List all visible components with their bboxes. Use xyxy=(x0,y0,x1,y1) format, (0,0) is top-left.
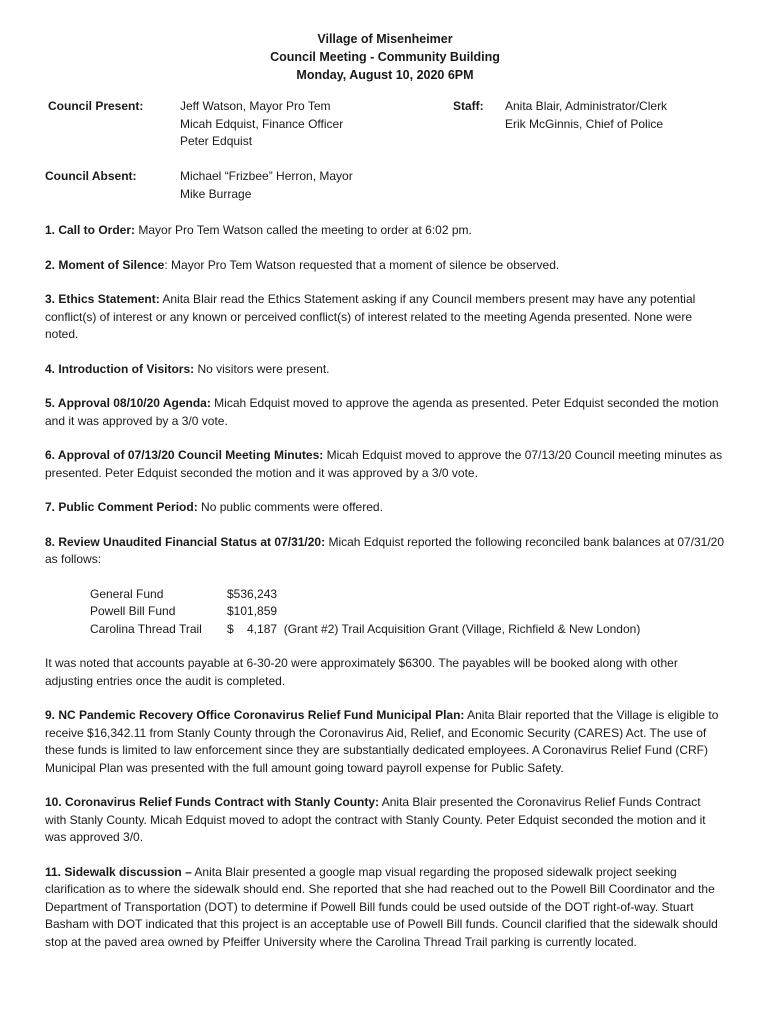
balance-row xyxy=(90,621,725,639)
agenda-item xyxy=(45,794,725,847)
fund-name: Powell Bill Fund xyxy=(90,604,176,618)
agenda-item xyxy=(45,395,725,430)
agenda-item-title: 2. Moment of Silence xyxy=(45,257,165,272)
agenda-item-title: 4. Introduction of Visitors: xyxy=(45,361,195,376)
agenda-item-title: 7. Public Comment Period: xyxy=(45,500,198,514)
staff-label: Staff: xyxy=(453,99,484,113)
agenda-item-text: No visitors were present. xyxy=(194,361,330,376)
agenda-item xyxy=(45,707,725,777)
agenda-item xyxy=(45,499,725,517)
staff-member: Anita Blair, Administrator/Clerk xyxy=(505,99,668,113)
council-present-list xyxy=(180,98,343,151)
present-member: Jeff Watson, Mayor Pro Tem xyxy=(180,99,331,113)
village-name: Village of Misenheimer xyxy=(317,32,453,46)
attendance-absent xyxy=(45,168,725,208)
fund-name: General Fund xyxy=(90,586,164,601)
agenda-item xyxy=(45,447,725,482)
agenda-item xyxy=(45,361,725,379)
agenda-item-text: Micah Edquist moved to approve the 07/13/20 Council meeting minutes as presented. Peter Edquist seconded the motion and it was approved by a 3/0 vote. xyxy=(45,448,723,480)
agenda-item xyxy=(45,222,725,240)
agenda-item-title: 8. Review Unaudited Financial Status at 07/31/20: xyxy=(45,534,326,549)
agenda-item-title: 1. Call to Order: xyxy=(45,223,136,237)
council-absent-label: Council Absent: xyxy=(45,169,137,183)
fund-amount: $536,243 xyxy=(227,586,278,601)
council-absent-list xyxy=(180,168,353,203)
agenda-item xyxy=(45,291,725,344)
absent-member: Mike Burrage xyxy=(180,186,252,201)
staff-member: Erik McGinnis, Chief of Police xyxy=(505,116,664,131)
balance-row xyxy=(90,586,725,604)
agenda-item-text: : Mayor Pro Tem Watson requested that a moment of silence be observed. xyxy=(164,257,560,272)
agenda-item-title: 6. Approval of 07/13/20 Council Meeting Minutes: xyxy=(45,448,324,462)
agenda-item-text: Mayor Pro Tem Watson called the meeting to order at 6:02 pm. xyxy=(135,223,472,237)
fund-amount: $101,859 xyxy=(227,604,278,618)
agenda-item-text: Anita Blair presented the Coronavirus Relief Funds Contract with Stanly County. Micah Edquist moved to adopt the contract with Stanly County. Peter Edquist seconded the motion and it was approved 3/0. xyxy=(45,795,706,844)
fund-name: Carolina Thread Trail xyxy=(90,621,202,636)
bank-balances xyxy=(90,586,725,639)
agenda-item-text: No public comments were offered. xyxy=(197,500,383,514)
agenda-item-text: Anita Blair reported that the Village is eligible to receive $16,342.11 from Stanly County through the Coronavirus Aid, Relief, and Economic Security (CARES) Act. The use of these funds is limited to law enforcement since they are substantially dedicated employees. A Coronavirus Relief Fund (CRF) Municipal Plan was presented with the full amount going toward payroll expense for Public Safety. xyxy=(45,708,719,775)
agenda-item-text: Micah Edquist moved to approve the agenda as presented. Peter Edquist seconded the motion and it was approved by a 3/0 vote. xyxy=(45,396,719,428)
absent-member: Michael “Frizbee” Herron, Mayor xyxy=(180,169,353,183)
balance-row xyxy=(90,603,725,621)
agenda-item-title: 10. Coronavirus Relief Funds Contract with Stanly County: xyxy=(45,795,380,809)
council-present-label: Council Present: xyxy=(48,99,144,113)
meeting-date: Monday, August 10, 2020 6PM xyxy=(296,68,474,82)
meeting-title: Council Meeting - Community Building xyxy=(270,50,500,64)
agenda-item-title: 3. Ethics Statement: xyxy=(45,292,160,306)
agenda-item-text: Anita Blair presented a google map visual regarding the proposed sidewalk project seeking clarification as to where the sidewalk should end. She reported that she had reached out to the Powell Bill Coordinator and the Department of Transportation (DOT) to determine if Powell Bill funds could be used outside of the DOT right-of-way. Stuart Basham with DOT indicated that this project is an acceptable use of Powell Bill funds. Council clarified that the sidewalk should stop at the paved area owned by Pfeiffer University where the Carolina Thread Trail parking is currently located. xyxy=(45,864,718,949)
agenda-item xyxy=(45,257,725,275)
agenda-item-title: 9. NC Pandemic Recovery Office Coronavirus Relief Fund Municipal Plan: xyxy=(45,708,465,722)
agenda-item xyxy=(45,534,725,569)
agenda-item-text: Micah Edquist reported the following reconciled bank balances at 07/31/20 as follows: xyxy=(45,534,725,566)
agenda-item xyxy=(45,864,725,952)
document-header xyxy=(45,30,725,84)
agenda-item-title: 5. Approval 08/10/20 Agenda: xyxy=(45,396,211,410)
fund-amount: $ 4,187 (Grant #2) Trail Acquisition Grant (Village, Richfield & New London) xyxy=(227,621,641,636)
present-member: Micah Edquist, Finance Officer xyxy=(180,116,344,131)
agenda-item-title: 11. Sidewalk discussion – xyxy=(45,864,192,879)
minutes-page xyxy=(45,30,725,951)
payables-note: It was noted that accounts payable at 6-30-20 were approximately $6300. The payables will be booked along with other adjusting entries once the audit is completed. xyxy=(45,656,678,688)
attendance-present xyxy=(45,98,725,168)
agenda-item-text: Anita Blair read the Ethics Statement asking if any Council members present may have any potential conflict(s) of interest or any known or perceived conflict(s) of interest related to the meeting Agenda presented. None were noted. xyxy=(45,292,696,341)
staff-list xyxy=(505,98,667,133)
present-member: Peter Edquist xyxy=(180,134,253,148)
